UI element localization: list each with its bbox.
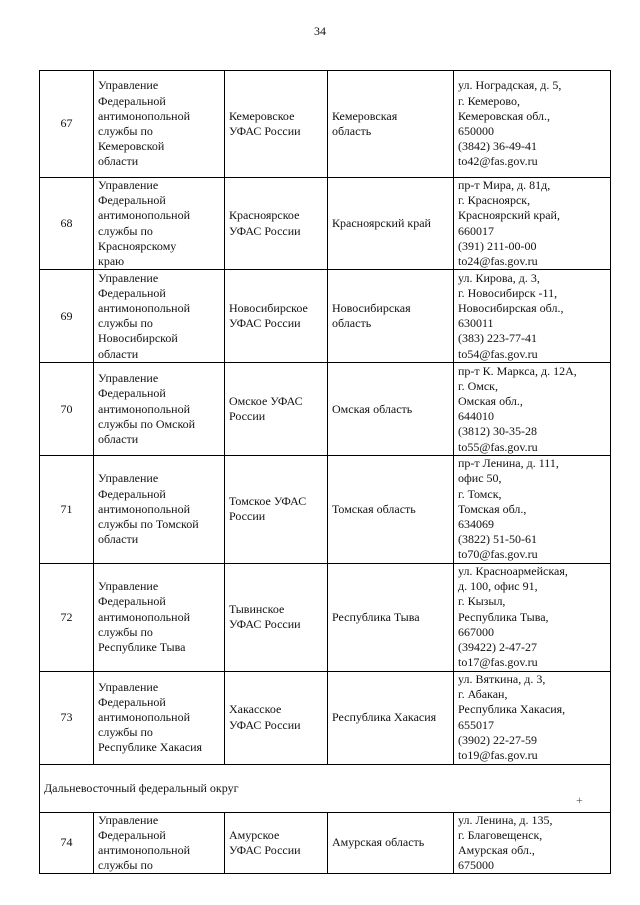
ufas-name: Омское УФАС России — [225, 363, 328, 456]
table-row — [40, 563, 611, 671]
margin-mark: + — [576, 793, 583, 807]
table-row — [40, 671, 611, 764]
office-name: Управление Федеральной антимонопольной службы по Красноярскому краю — [94, 178, 225, 270]
office-address: пр-т К. Маркса, д. 12А, г. Омск, Омская обл., 644010 (3812) 30-35-28 to55@fas.gov.ru — [454, 363, 611, 456]
region-name: Кемеровская область — [328, 71, 454, 178]
table-row — [40, 363, 611, 456]
office-name: Управление Федеральной антимонопольной службы по Республике Хакасия — [94, 671, 225, 764]
row-number: 70 — [40, 363, 94, 456]
page-number: 34 — [314, 24, 326, 38]
table-row — [40, 71, 611, 178]
ufas-name: Хакасское УФАС России — [225, 671, 328, 764]
fas-offices-table — [39, 70, 611, 874]
ufas-name: Новосибирское УФАС России — [225, 270, 328, 363]
row-number: 67 — [40, 71, 94, 178]
section-title: Дальневосточный федеральный округ — [40, 764, 611, 812]
table-row — [40, 178, 611, 270]
region-name: Омская область — [328, 363, 454, 456]
office-name: Управление Федеральной антимонопольной службы по Новосибирской области — [94, 270, 225, 363]
ufas-name: Амурское УФАС России — [225, 812, 328, 874]
table-row — [40, 812, 611, 874]
office-name: Управление Федеральной антимонопольной службы по Республике Тыва — [94, 563, 225, 671]
ufas-name: Томское УФАС России — [225, 456, 328, 563]
office-address: ул. Красноармейская, д. 100, офис 91, г. Кызыл, Республика Тыва, 667000 (39422) 2-47-27 to17@fas.gov.ru — [454, 563, 611, 671]
office-address: ул. Ноградская, д. 5, г. Кемерово, Кемеровская обл., 650000 (3842) 36-49-41 to42@fas.gov.ru — [454, 71, 611, 178]
region-name: Республика Хакасия — [328, 671, 454, 764]
region-name: Новосибирская область — [328, 270, 454, 363]
office-address: ул. Ленина, д. 135, г. Благовещенск, Амурская обл., 675000 — [454, 812, 611, 874]
office-address: пр-т Мира, д. 81д, г. Красноярск, Красноярский край, 660017 (391) 211-00-00 to24@fas.gov.ru — [454, 178, 611, 270]
row-number: 74 — [40, 812, 94, 874]
ufas-name: Кемеровское УФАС России — [225, 71, 328, 178]
ufas-name: Тывинское УФАС России — [225, 563, 328, 671]
section-row — [40, 764, 611, 812]
row-number: 72 — [40, 563, 94, 671]
region-name: Амурская область — [328, 812, 454, 874]
table-row — [40, 270, 611, 363]
row-number: 73 — [40, 671, 94, 764]
office-name: Управление Федеральной антимонопольной службы по Кемеровской области — [94, 71, 225, 178]
region-name: Красноярский край — [328, 178, 454, 270]
row-number: 69 — [40, 270, 94, 363]
office-address: пр-т Ленина, д. 111, офис 50, г. Томск, Томская обл., 634069 (3822) 51-50-61 to70@fas.gov.ru — [454, 456, 611, 563]
row-number: 71 — [40, 456, 94, 563]
row-number: 68 — [40, 178, 94, 270]
region-name: Томская область — [328, 456, 454, 563]
office-address: ул. Кирова, д. 3, г. Новосибирск -11, Новосибирская обл., 630011 (383) 223-77-41 to54@fas.gov.ru — [454, 270, 611, 363]
region-name: Республика Тыва — [328, 563, 454, 671]
office-name: Управление Федеральной антимонопольной службы по — [94, 812, 225, 874]
office-name: Управление Федеральной антимонопольной службы по Томской области — [94, 456, 225, 563]
office-address: ул. Вяткина, д. 3, г. Абакан, Республика Хакасия, 655017 (3902) 22-27-59 to19@fas.gov.ru — [454, 671, 611, 764]
table-row — [40, 456, 611, 563]
ufas-name: Красноярское УФАС России — [225, 178, 328, 270]
office-name: Управление Федеральной антимонопольной службы по Омской области — [94, 363, 225, 456]
